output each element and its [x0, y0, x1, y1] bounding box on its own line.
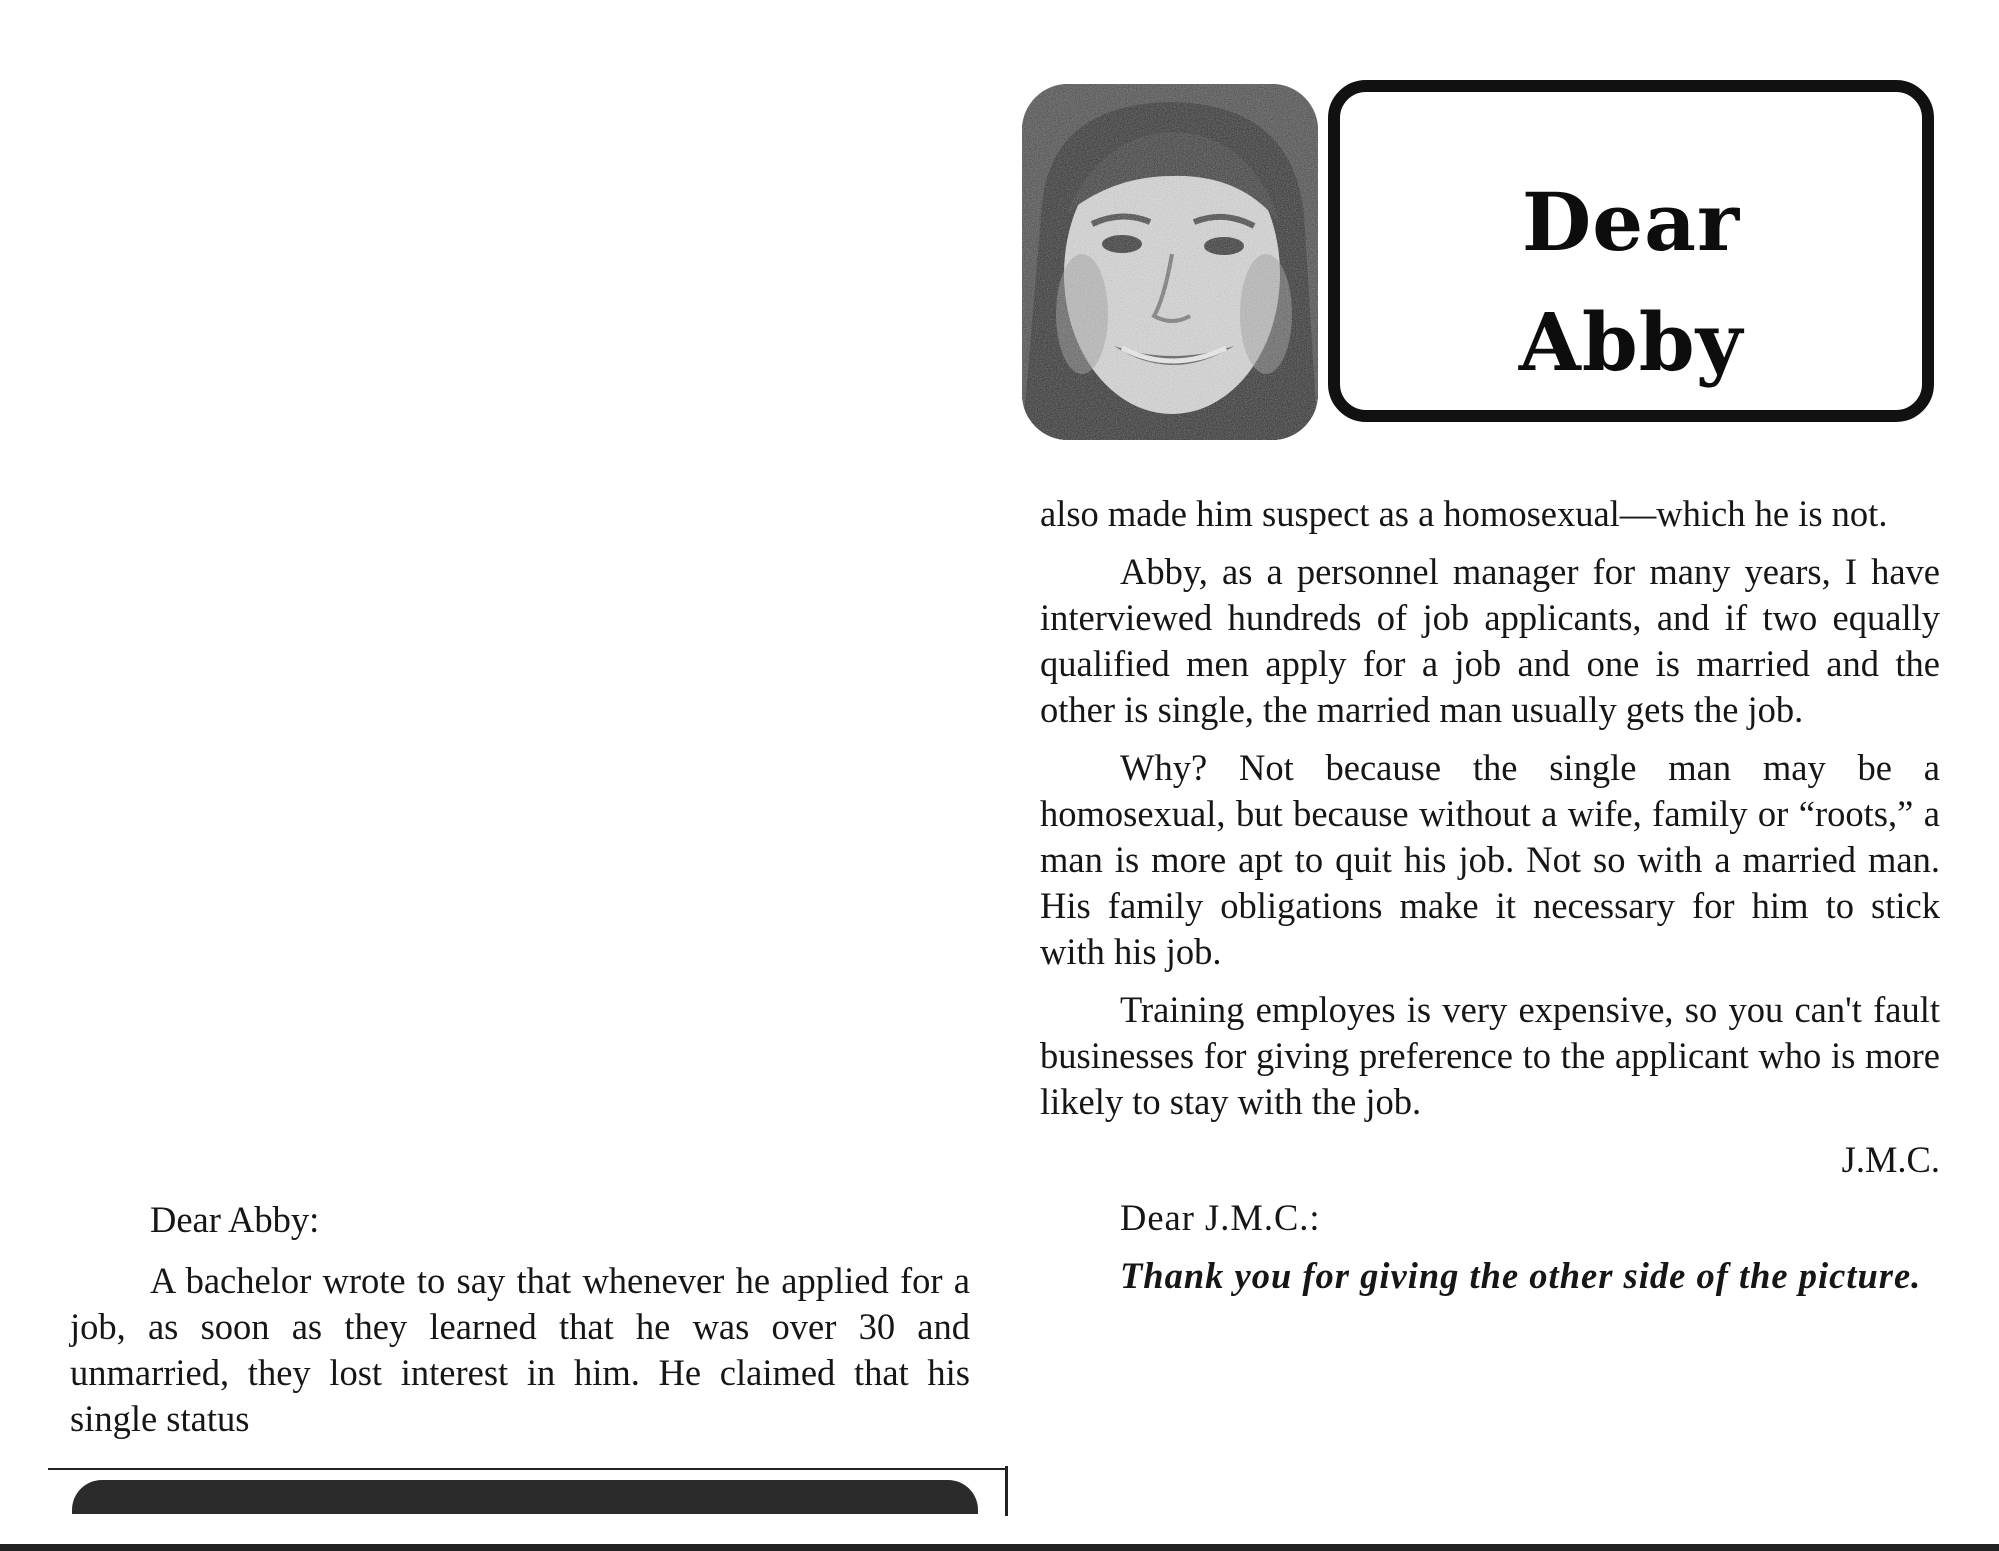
- letter-continuation: also made him suspect as a homosexual—which he is not.: [1040, 493, 1888, 534]
- column-title-box: [1328, 80, 1934, 422]
- reply-text: Thank you for giving the other side of the picture.: [1120, 1255, 1922, 1296]
- left-column: [70, 1194, 970, 1454]
- reply-salutation: Dear J.M.C.:: [1120, 1197, 1321, 1238]
- letter-salutation: Dear Abby:: [150, 1199, 320, 1240]
- column-title-dear: Dear: [1521, 175, 1741, 269]
- letter-paragraph-1: A bachelor wrote to say that whenever he applied for a job, as soon as they learned that he was over 30 and unmarried, they lost interest in him. He claimed that his single status: [70, 1260, 970, 1439]
- column-title-abby: Abby: [1518, 295, 1744, 389]
- right-column: [1040, 491, 1940, 1311]
- letter-paragraph-4: Training employes is very expensive, so you can't fault businesses for giving preference to the applicant who is more likely to stay with the job.: [1040, 989, 1940, 1122]
- column-divider-vertical: [1005, 1466, 1008, 1516]
- column-divider-rule: [48, 1468, 1006, 1470]
- letter-paragraph-2: Abby, as a personnel manager for many years, I have interviewed hundreds of job applicants, and if two equally qualified men apply for a job and one is married and the other is single, the married man usually gets the job.: [1040, 551, 1940, 730]
- scan-bottom-edge: [0, 1544, 1999, 1551]
- columnist-portrait-icon: [1022, 84, 1318, 440]
- letter-paragraph-3: Why? Not because the single man may be a homosexual, but because without a wife, family or “roots,” a man is more apt to quit his job. Not so with a married man. His family obligations make it necessary for him to stick with his job.: [1040, 747, 1940, 972]
- letter-signature: J.M.C.: [1841, 1139, 1940, 1180]
- next-article-banner-fragment: [72, 1480, 978, 1514]
